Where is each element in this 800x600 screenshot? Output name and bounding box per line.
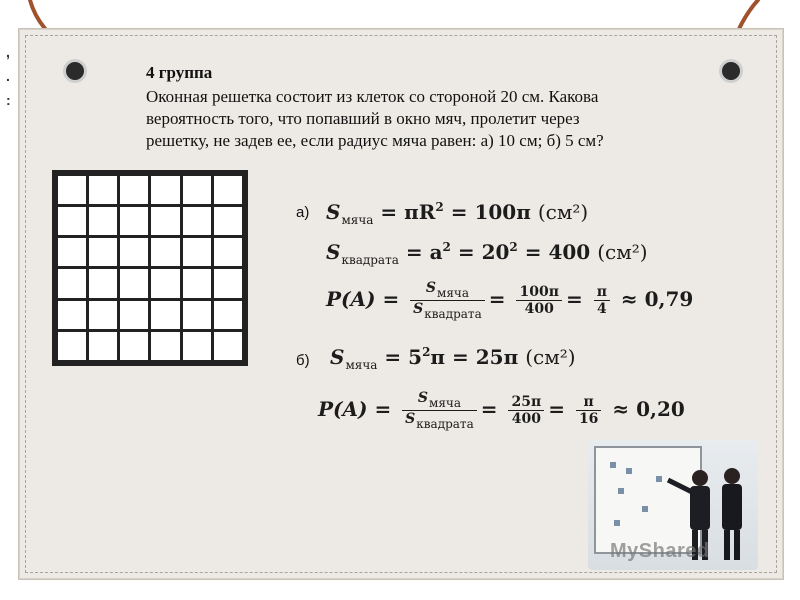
grid-cell: [183, 207, 211, 235]
window-grid: [52, 170, 248, 366]
grid-cell: [183, 238, 211, 266]
grid-cell: [214, 332, 242, 360]
fraction: $\frac{100\pi}{400}$: [516, 284, 561, 317]
side-mark: .: [6, 68, 10, 84]
grid-cell: [151, 301, 179, 329]
fraction: $\frac{\text{Sмяча}}{\text{Sквадрата}}$: [410, 280, 485, 321]
grid-cell: [120, 176, 148, 204]
part-a-label: а): [296, 204, 310, 221]
grid-cell: [58, 207, 86, 235]
grid-cell: [151, 332, 179, 360]
grid-cell: [89, 176, 117, 204]
grid-cell: [151, 269, 179, 297]
punch-hole-right: [719, 59, 743, 83]
grid-cell: [89, 301, 117, 329]
grid-cell: [89, 238, 117, 266]
grid-cell: [120, 207, 148, 235]
grid-cell: [120, 269, 148, 297]
grid-cell: [214, 238, 242, 266]
grid-cell: [214, 301, 242, 329]
formula-b-area-ball: $S_{мяча} = 5^2\pi = 25\pi$ (см²): [330, 345, 576, 372]
fraction: $\frac{25\pi}{400}$: [508, 394, 544, 427]
punch-hole-left: [63, 59, 87, 83]
grid-cell: [120, 301, 148, 329]
grid-cell: [214, 176, 242, 204]
grid-cell: [89, 332, 117, 360]
grid-cell: [183, 301, 211, 329]
grid-cell: [58, 176, 86, 204]
watermark-logo: MyShared: [610, 540, 710, 562]
grid-cell: [120, 238, 148, 266]
grid-cell: [151, 238, 179, 266]
grid-cell: [183, 332, 211, 360]
grid-cell: [58, 269, 86, 297]
formula-a-probability: P(A) = $\frac{\text{Sмяча}}{\text{Sквадрата}}$ = $\frac{100\pi}{400}$ = $\frac{\pi}{4}$ ≈ 0,79: [326, 280, 694, 321]
problem-line: решетку, не задев ее, если радиус мяча равен: а) 10 см; б) 5 см?: [146, 131, 604, 150]
grid-cell: [89, 269, 117, 297]
group-heading: 4 группа: [146, 63, 213, 82]
grid-cell: [151, 207, 179, 235]
formula-a-area-square: $S_{квадрата} = a^2 = 20^2 = 400$ (см²): [326, 240, 648, 267]
problem-statement: [146, 86, 706, 152]
side-mark: :: [6, 92, 11, 108]
part-b-label: б): [296, 352, 310, 369]
formula-a-area-ball: $S_{мяча} = \pi R^2 = 100\pi$ (см²): [326, 200, 589, 227]
formula-b-probability: P(A) = $\frac{\text{Sмяча}}{\text{Sквадрата}}$ = $\frac{25\pi}{400}$ = $\frac{\pi}{16}$ ≈ 0,20: [318, 390, 685, 431]
grid-cell: [183, 269, 211, 297]
grid-cell: [151, 176, 179, 204]
side-mark: ,: [6, 44, 10, 60]
problem-line: вероятность того, что попавший в окно мяч, пролетит через: [146, 109, 580, 128]
grid-cell: [89, 207, 117, 235]
problem-line: Оконная решетка состоит из клеток со стороной 20 см. Какова: [146, 87, 599, 106]
grid-cell: [214, 269, 242, 297]
side-marks: [6, 40, 11, 112]
fraction: $\frac{\pi}{16}$: [576, 394, 601, 427]
fraction: $\frac{\pi}{4}$: [594, 284, 610, 317]
grid-cell: [58, 332, 86, 360]
grid-cell: [58, 238, 86, 266]
fraction: $\frac{\text{Sмяча}}{\text{Sквадрата}}$: [402, 390, 477, 431]
grid-cell: [120, 332, 148, 360]
grid-cell: [58, 301, 86, 329]
grid-cell: [183, 176, 211, 204]
grid-cell: [214, 207, 242, 235]
